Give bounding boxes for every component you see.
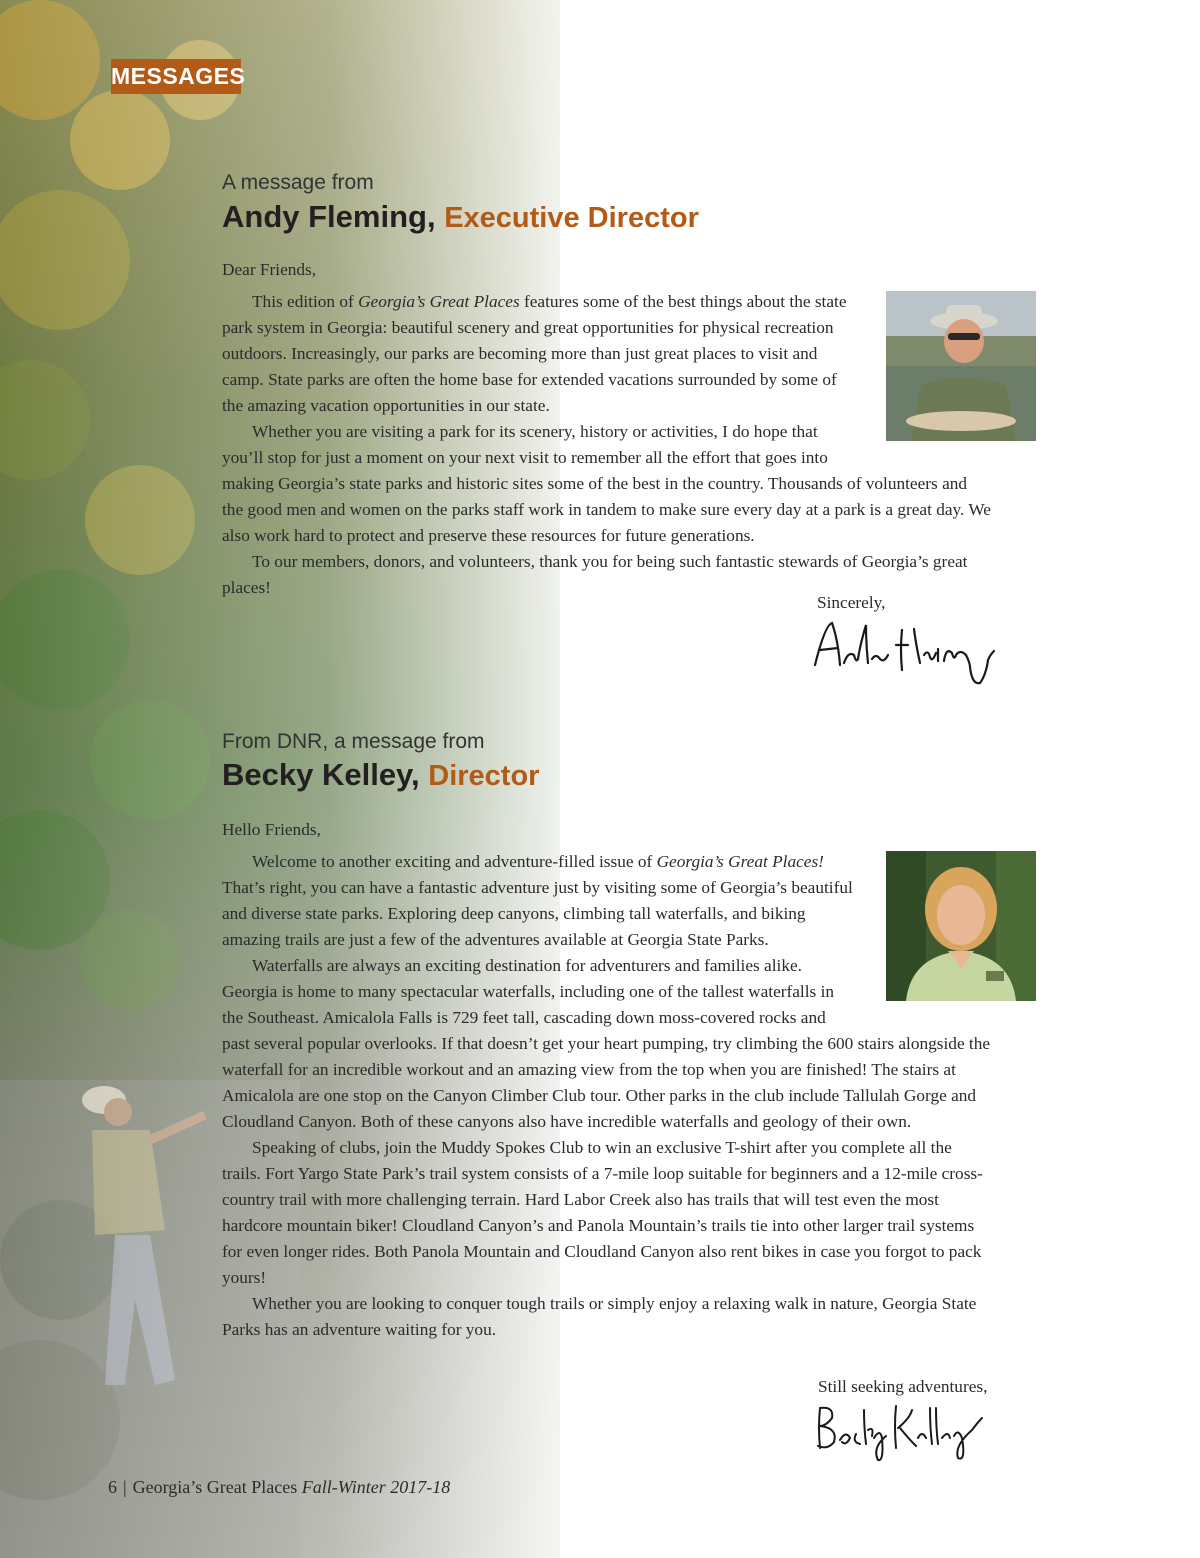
message1-p1-before: This edition of [252, 292, 359, 311]
message1-intro: A message from [222, 171, 374, 194]
message1-p1-after: features some of the best things about the state park system in Georgia: beautiful scenery and great opportunities for physical recreation outdoors. Increasingly, our parks are becoming more than just great places to visit and camp. State parks are often the home base for extended vacations surrounded by some of the amazing vacation opportunities in our state. [222, 292, 847, 415]
section-tag: MESSAGES [111, 59, 241, 94]
message1-heading [222, 199, 699, 235]
message1-name: Andy Fleming, [222, 199, 436, 234]
andy-fleming-photo [886, 291, 1036, 441]
message2-greeting: Hello Friends, [222, 820, 321, 839]
message2-name: Becky Kelley, [222, 757, 420, 792]
message2-p1-after: That’s right, you can have a fantastic adventure just by visiting some of Georgia’s beautiful and diverse state parks. Exploring deep canyons, climbing tall waterfalls, and biking amazing trails are just a few of the adventures available at Georgia State Parks. [222, 878, 853, 949]
becky-kelley-signature [812, 1398, 992, 1468]
message2-paragraph-2: Waterfalls are always an exciting destination for adventurers and families alike. Georgia is home to many spectacular waterfalls, including one of the tallest waterfalls in the Southeast. Amicalola Falls is 729 feet tall, cascading down moss-covered rocks and past several popular overlooks. If that doesn’t get your heart pumping, try climbing the 600 stairs alongside the waterfall for an incredible workout and an amazing view from the top when you are finished! The stairs at Amicalola are one stop on the Canyon Climber Club tour. Other parks in the club include Tallulah Gorge and Cloudland Canyon. Both of these canyons also have incredible waterfalls and geology of their own. [222, 956, 991, 1131]
footer-separator: | [123, 1477, 127, 1497]
message1-greeting: Dear Friends, [222, 260, 317, 279]
message1-closing: Sincerely, [817, 593, 886, 612]
message2-heading [222, 757, 539, 793]
page-number: 6 [108, 1477, 117, 1497]
message1-body [222, 257, 992, 601]
becky-kelley-photo [886, 851, 1036, 1001]
message1-paragraph-3: To our members, donors, and volunteers, thank you for being such fantastic stewards of Georgia’s great places! [222, 552, 968, 597]
message2-paragraph-3: Speaking of clubs, join the Muddy Spokes Club to win an exclusive T-shirt after you complete all the trails. Fort Yargo State Park’s trail system consists of a 7-mile loop suitable for beginners and a 12-mile cross-country trail with more challenging terrain. Hard Labor Creek also has trails that will test even the most hardcore mountain biker! Cloudland Canyon’s and Panola Mountain’s trails tie into other larger trail systems for even longer rides. Both Panola Mountain and Cloudland Canyon also rent bikes in case you forgot to pack yours! [222, 1138, 983, 1287]
message1-role: Executive Director [444, 202, 699, 234]
message2-intro: From DNR, a message from [222, 730, 485, 753]
message2-p1-before: Welcome to another exciting and adventure-filled issue of [252, 852, 657, 871]
page-footer [108, 1477, 450, 1498]
message1-paragraph-1 [222, 289, 992, 419]
message2-p1-italic: Georgia’s Great Places! [656, 852, 824, 871]
publication-name: Georgia’s Great Places [132, 1477, 298, 1497]
message2-role: Director [428, 760, 540, 792]
andy-fleming-signature [810, 615, 1005, 687]
message2-body [222, 817, 992, 1343]
message2-paragraph-1 [222, 849, 992, 953]
message1-p1-italic: Georgia’s Great Places [358, 292, 520, 311]
message2-closing: Still seeking adventures, [818, 1377, 988, 1396]
message1-paragraph-2: Whether you are visiting a park for its scenery, history or activities, I do hope that you’ll stop for just a moment on your next visit to remember all the effort that goes into making Georgia’s state parks and historic sites some of the best in the country. Thousands of volunteers and the good men and women on the parks staff work in tandem to make sure every day at a park is a great day. We also work hard to protect and preserve these resources for future generations. [222, 422, 991, 545]
message2-paragraph-4: Whether you are looking to conquer tough trails or simply enjoy a relaxing walk in nature, Georgia State Parks has an adventure waiting for you. [222, 1294, 977, 1339]
issue-name: Fall-Winter 2017-18 [301, 1477, 451, 1497]
